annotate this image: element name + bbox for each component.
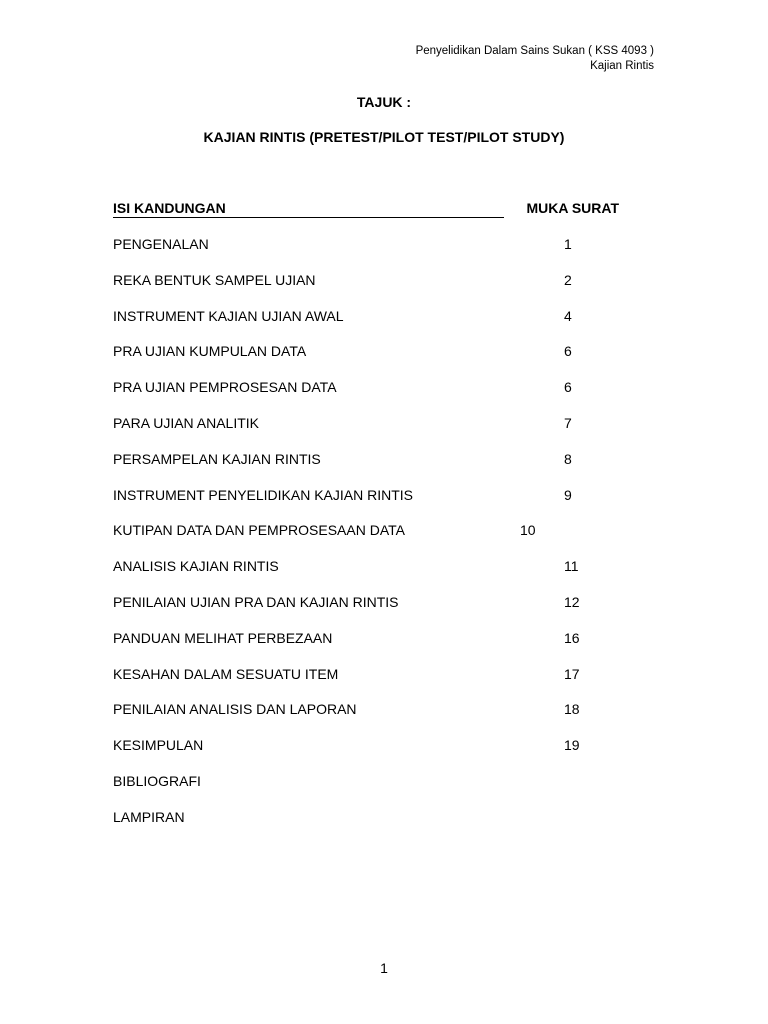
document-heading: TAJUK :: [356, 94, 412, 110]
toc-entry-title: INSTRUMENT KAJIAN UJIAN AWAL: [113, 308, 344, 324]
toc-row: [113, 451, 593, 471]
toc-entry-title: KUTIPAN DATA DAN PEMPROSESAAN DATA: [113, 522, 405, 538]
toc-row: [113, 701, 593, 721]
toc-entry-page: 10: [520, 522, 536, 538]
toc-entry-title: LAMPIRAN: [113, 809, 185, 825]
toc-row: [113, 379, 593, 399]
toc-entry-page: 12: [564, 594, 580, 610]
toc-row: [113, 343, 593, 363]
document-subheading: KAJIAN RINTIS (PRETEST/PILOT TEST/PILOT STUDY): [203, 129, 565, 145]
toc-row: [113, 487, 593, 507]
toc-entry-page: 6: [564, 379, 572, 395]
toc-entry-page: 16: [564, 630, 580, 646]
header-course-title: Penyelidikan Dalam Sains Sukan ( KSS 4093 ): [415, 45, 654, 57]
toc-entry-title: KESIMPULAN: [113, 737, 204, 753]
toc-entry-title: BIBLIOGRAFI: [113, 773, 201, 789]
toc-entry-page: 9: [564, 487, 572, 503]
toc-row: [113, 630, 593, 650]
header-section-title: Kajian Rintis: [590, 60, 654, 72]
toc-row: [113, 773, 593, 793]
toc-entry-title: INSTRUMENT PENYELIDIKAN KAJIAN RINTIS: [113, 487, 414, 503]
toc-row: [113, 522, 593, 542]
toc-entry-title: PARA UJIAN ANALITIK: [113, 415, 260, 431]
toc-entry-page: 6: [564, 343, 572, 359]
toc-entry-page: 2: [564, 272, 572, 288]
toc-row: [113, 558, 593, 578]
toc-entry-title: ANALISIS KAJIAN RINTIS: [113, 558, 279, 574]
toc-entry-title: PENGENALAN: [113, 236, 209, 252]
toc-entry-title: PRA UJIAN KUMPULAN DATA: [113, 343, 307, 359]
toc-row: [113, 236, 593, 256]
toc-row: [113, 809, 593, 829]
toc-entry-page: 19: [564, 737, 580, 753]
toc-entry-title: PENILAIAN UJIAN PRA DAN KAJIAN RINTIS: [113, 594, 399, 610]
toc-entry-page: 1: [564, 236, 572, 252]
toc-row: [113, 272, 593, 292]
toc-entry-title: PANDUAN MELIHAT PERBEZAAN: [113, 630, 333, 646]
toc-column-page: MUKA SURAT: [526, 200, 619, 216]
toc-entry-page: 8: [564, 451, 572, 467]
toc-entry-title: KESAHAN DALAM SESUATU ITEM: [113, 666, 339, 682]
toc-entry-title: PRA UJIAN PEMPROSESAN DATA: [113, 379, 337, 395]
toc-row: [113, 415, 593, 435]
toc-row: [113, 594, 593, 614]
toc-entry-page: 18: [564, 701, 580, 717]
toc-column-label: ISI KANDUNGAN: [113, 200, 504, 218]
running-header: [416, 44, 654, 74]
toc-row: [113, 308, 593, 328]
toc-row: [113, 737, 593, 757]
toc-header: [113, 200, 619, 218]
toc-row: [113, 666, 593, 686]
toc-entry-title: PENILAIAN ANALISIS DAN LAPORAN: [113, 701, 357, 717]
toc-entry-page: 7: [564, 415, 572, 431]
toc-entry-title: REKA BENTUK SAMPEL UJIAN: [113, 272, 316, 288]
toc-entry-page: 4: [564, 308, 572, 324]
toc-entry-page: 17: [564, 666, 580, 682]
toc-entry-page: 11: [564, 558, 579, 574]
page-number: 1: [380, 960, 388, 976]
toc-entry-title: PERSAMPELAN KAJIAN RINTIS: [113, 451, 321, 467]
